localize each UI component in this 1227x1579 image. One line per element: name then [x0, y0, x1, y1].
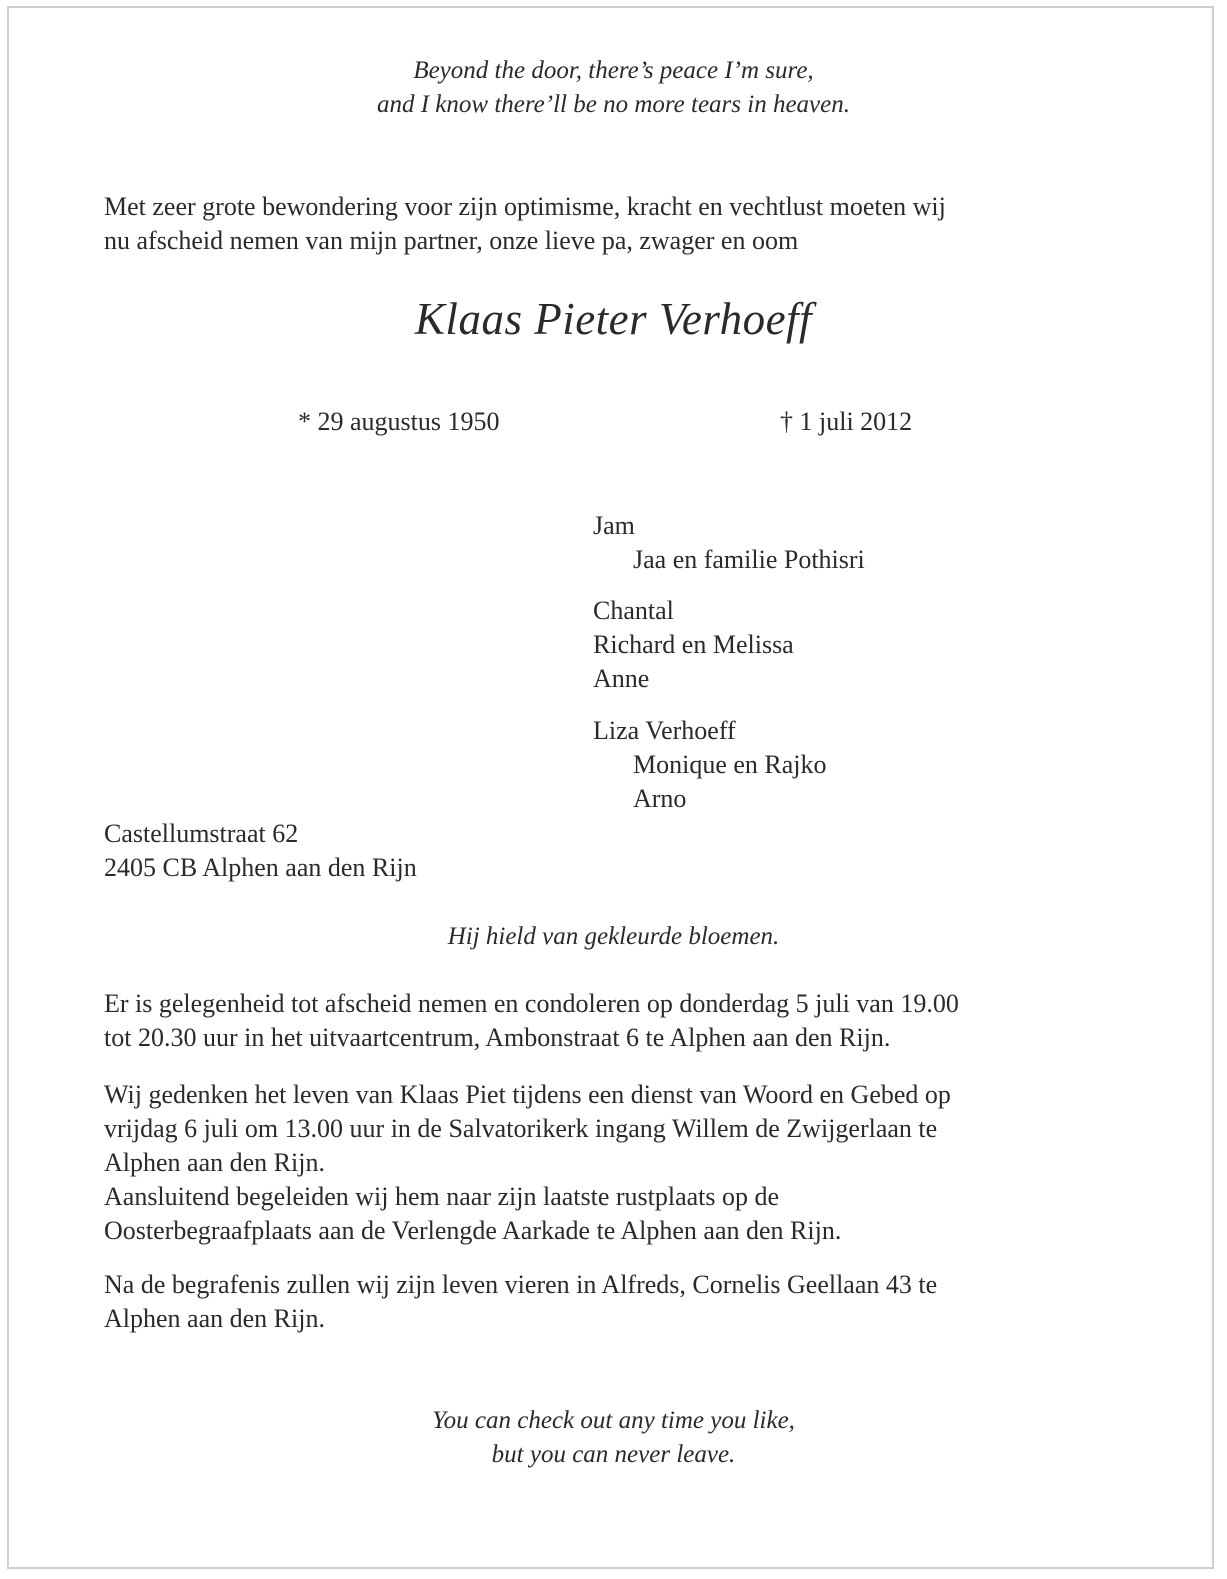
- service-line-4: Aansluitend begeleiden wij hem naar zijn laatste rustplaats op de: [104, 1182, 780, 1211]
- family-member: Anne: [593, 664, 650, 693]
- flowers-note: Hij hield van gekleurde bloemen.: [447, 923, 780, 950]
- address: [104, 817, 417, 885]
- condolence-paragraph: [104, 987, 1119, 1055]
- quote-bottom-line-2: but you can never leave.: [491, 1441, 736, 1468]
- family-member: Chantal: [593, 596, 674, 625]
- service-line-2: vrijdag 6 juli om 13.00 uur in de Salvatorikerk ingang Willem de Zwijgerlaan te: [104, 1114, 938, 1143]
- celebration-paragraph: [104, 1268, 1119, 1336]
- quote-top-line-1: Beyond the door, there’s peace I’m sure,: [413, 57, 814, 84]
- family-member: Jam: [593, 511, 635, 540]
- birth-date: * 29 augustus 1950: [298, 407, 500, 436]
- intro-line-1: Met zeer grote bewondering voor zijn optimisme, kracht en vechtlust moeten wij: [104, 192, 946, 221]
- address-street: Castellumstraat 62: [104, 819, 299, 848]
- deceased-name: Klaas Pieter Verhoeff: [414, 294, 813, 344]
- service-line-5: Oosterbegraafplaats aan de Verlengde Aarkade te Alphen aan den Rijn.: [104, 1216, 842, 1245]
- family-member-sub: Arno: [633, 784, 687, 813]
- celebration-line-2: Alphen aan den Rijn.: [104, 1304, 325, 1333]
- family-group-3: [593, 714, 827, 816]
- condolence-line-1: Er is gelegenheid tot afscheid nemen en condoleren op donderdag 5 juli van 19.00: [104, 989, 959, 1018]
- service-line-3: Alphen aan den Rijn.: [104, 1148, 325, 1177]
- quote-bottom-line-1: You can check out any time you like,: [432, 1407, 795, 1434]
- family-member-sub: Monique en Rajko: [633, 750, 827, 779]
- family-group-1: [593, 509, 865, 577]
- quote-bottom: [0, 1404, 1227, 1472]
- quote-top: [0, 54, 1227, 122]
- service-line-1: Wij gedenken het leven van Klaas Piet tijdens een dienst van Woord en Gebed op: [104, 1080, 951, 1109]
- family-member: Richard en Melissa: [593, 630, 794, 659]
- family-member-sub: Jaa en familie Pothisri: [633, 545, 865, 574]
- service-paragraph: [104, 1078, 1119, 1248]
- family-group-2: [593, 594, 794, 696]
- condolence-line-2: tot 20.30 uur in het uitvaartcentrum, Ambonstraat 6 te Alphen aan den Rijn.: [104, 1023, 891, 1052]
- intro-line-2: nu afscheid nemen van mijn partner, onze lieve pa, zwager en oom: [104, 226, 799, 255]
- death-date: † 1 juli 2012: [780, 407, 913, 436]
- address-city: 2405 CB Alphen aan den Rijn: [104, 853, 417, 882]
- intro-paragraph: [104, 190, 1119, 258]
- family-member: Liza Verhoeff: [593, 716, 736, 745]
- quote-top-line-2: and I know there’ll be no more tears in heaven.: [376, 91, 851, 118]
- celebration-line-1: Na de begrafenis zullen wij zijn leven vieren in Alfreds, Cornelis Geellaan 43 te: [104, 1270, 938, 1299]
